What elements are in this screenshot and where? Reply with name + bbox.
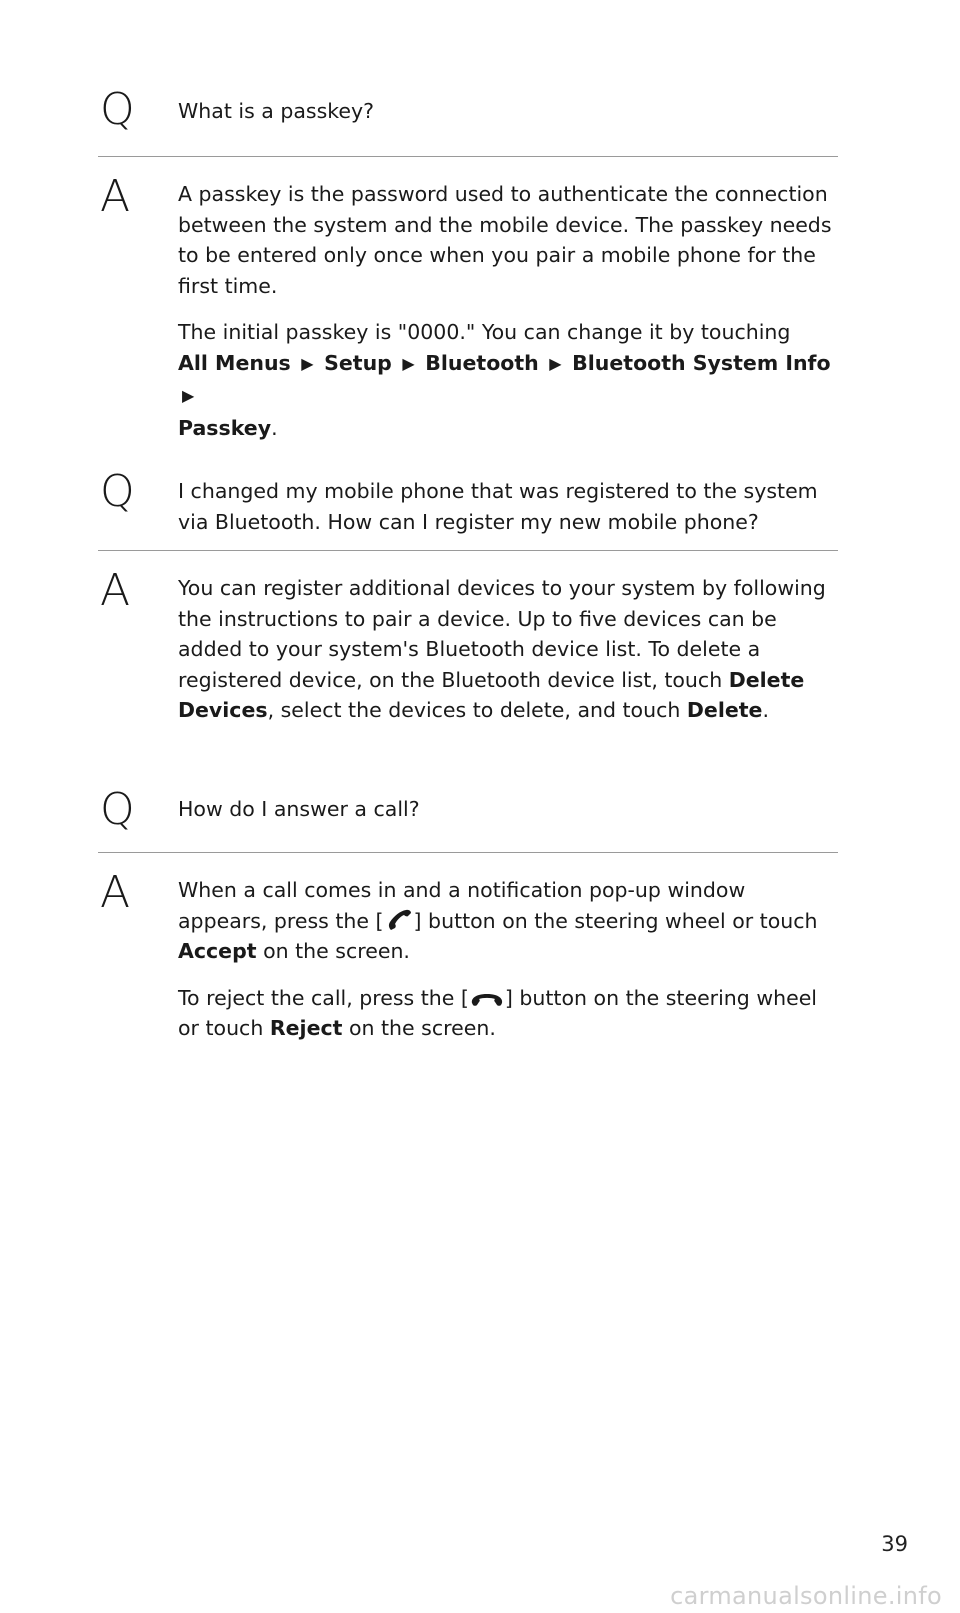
answer-paragraph xyxy=(178,875,838,967)
answer-text-run: . xyxy=(762,698,769,722)
answer-text-run: ] button on the steering wheel or touch xyxy=(178,985,817,1040)
watermark: carmanualsonline.info xyxy=(670,1582,942,1610)
answer-text-run: ] button on the steering wheel or touch xyxy=(413,908,818,933)
qa-divider xyxy=(98,156,838,157)
arrow-right-icon: ▶ xyxy=(182,386,195,405)
menu-path-setup: Setup xyxy=(324,350,392,375)
question-letter: Q xyxy=(100,784,135,835)
arrow-right-icon: ▶ xyxy=(549,353,562,373)
answer-paragraph xyxy=(178,317,838,443)
delete-devices-label: Delete Devices xyxy=(178,667,805,722)
arrow-right-icon: ▶ xyxy=(301,353,314,373)
arrow-right-icon: ▶ xyxy=(402,353,415,373)
answer-text-run: The initial passkey is "0000." You can change it by touching xyxy=(178,320,791,344)
answer-text-run: You can register additional devices to your system by following the instructions to pair a device. Up to five devices can be added to your system's Bluetooth device list. To delete a registered device, on the Bluetooth device list, touch xyxy=(178,576,826,692)
reject-label: Reject xyxy=(269,1016,343,1040)
menu-path-bluetooth: Bluetooth xyxy=(425,350,539,375)
answer-paragraph: A passkey is the password used to authenticate the connection between the system and the mobile device. The passkey needs to be entered only once when you pair a mobile phone for the first time. xyxy=(178,182,832,298)
question-text: I changed my mobile phone that was registered to the system via Bluetooth. How can I register my new mobile phone? xyxy=(178,479,818,534)
question-text: What is a passkey? xyxy=(178,99,375,123)
answer-text-run: on the screen. xyxy=(348,1016,496,1040)
answer-text-run: on the screen. xyxy=(263,939,410,963)
page-number: 39 xyxy=(881,1532,908,1556)
question-letter: Q xyxy=(100,466,135,517)
menu-path-system-info: Bluetooth System Info xyxy=(572,350,831,375)
answer-text-run: When a call comes in and a notification pop-up window appears, press the [ xyxy=(178,878,746,933)
answer-letter: A xyxy=(100,171,131,222)
answer-text-run: To reject the call, press the [ xyxy=(178,985,469,1010)
answer-paragraph xyxy=(178,983,838,1044)
answer-letter: A xyxy=(100,565,131,616)
answer-text xyxy=(178,179,838,459)
menu-path-all-menus: All Menus xyxy=(178,350,291,375)
answer-paragraph xyxy=(178,573,838,726)
phone-call-icon xyxy=(384,908,414,932)
answer-text-run: . xyxy=(271,415,278,440)
answer-text xyxy=(178,573,838,742)
question-letter: Q xyxy=(100,84,135,135)
answer-text xyxy=(178,875,838,1060)
menu-path-passkey: Passkey xyxy=(178,415,272,440)
phone-end-icon xyxy=(469,989,505,1009)
qa-divider xyxy=(98,550,838,551)
delete-label: Delete xyxy=(686,698,763,722)
answer-text-run: , select the devices to delete, and touch xyxy=(267,698,681,722)
answer-letter: A xyxy=(100,867,131,918)
qa-divider xyxy=(98,852,838,853)
question-text: How do I answer a call? xyxy=(178,797,420,821)
accept-label: Accept xyxy=(178,939,257,963)
